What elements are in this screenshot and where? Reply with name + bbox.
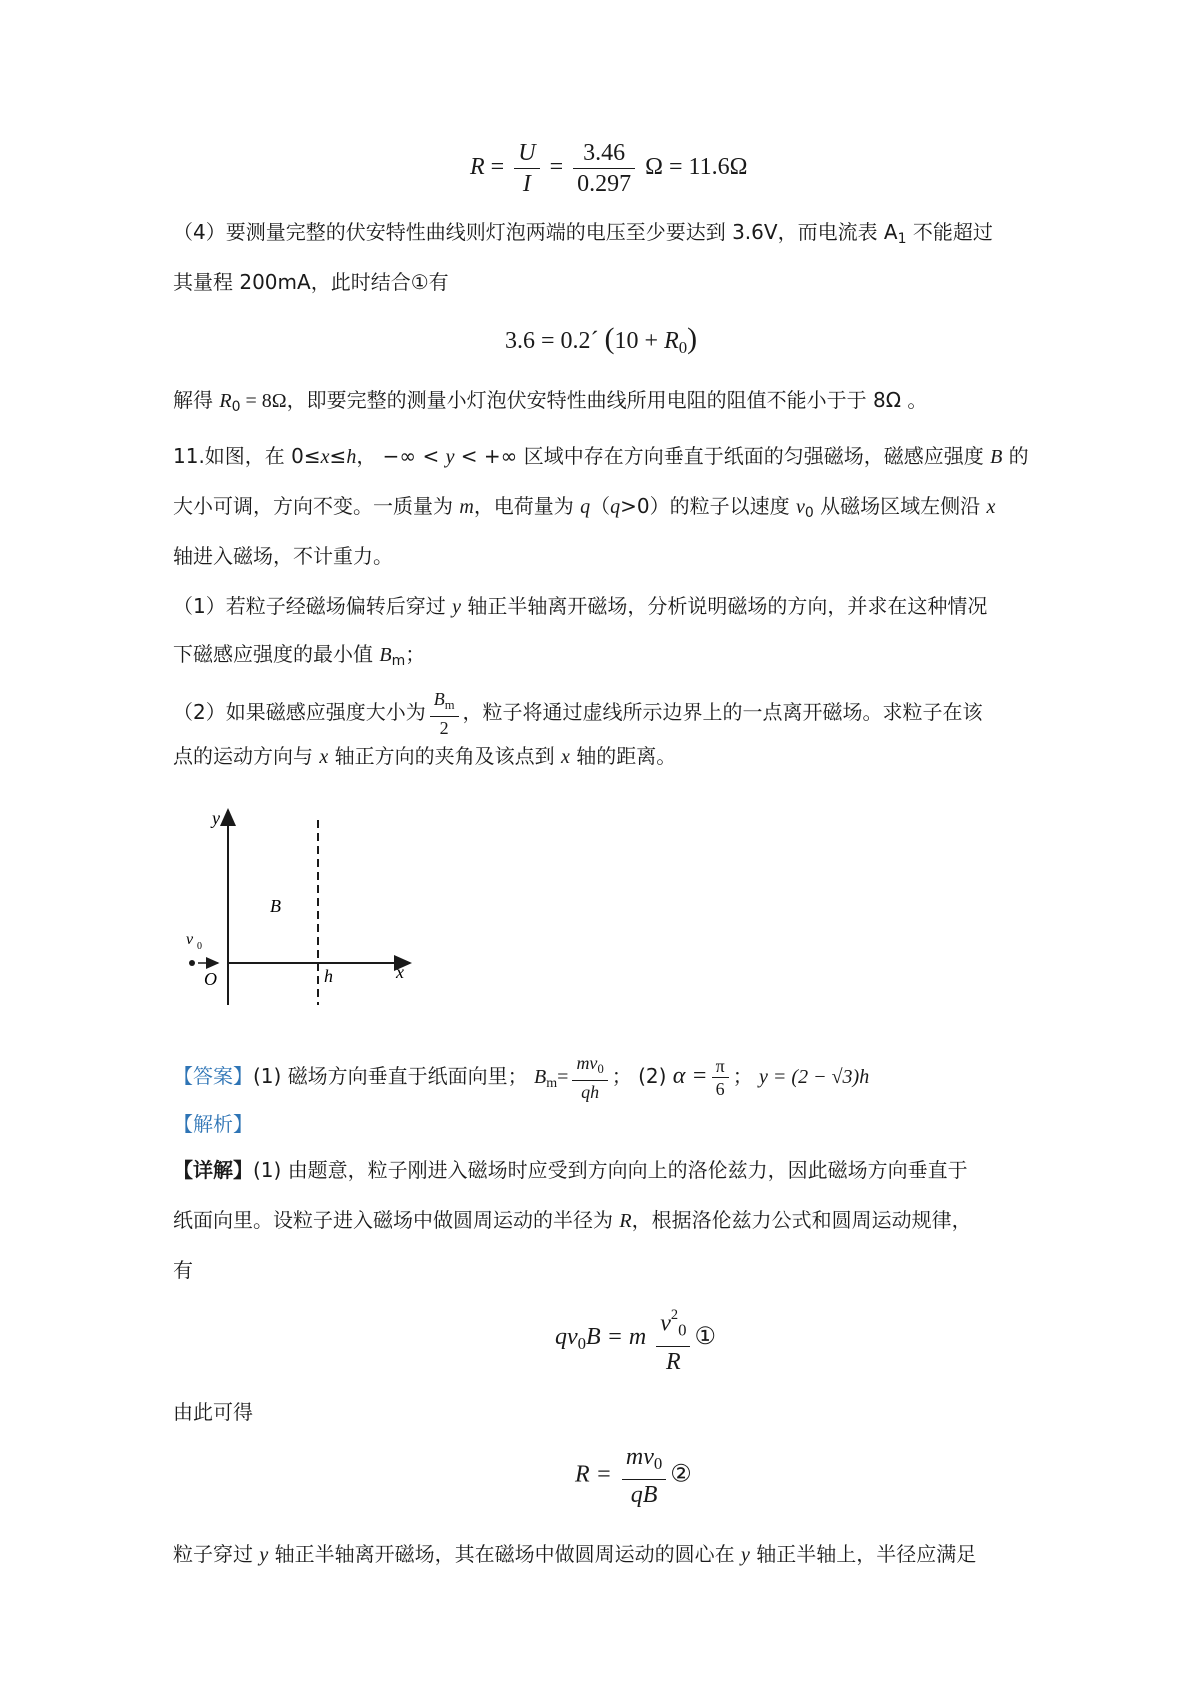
answer-b: B — [534, 1066, 547, 1088]
eq-den: 0.297 — [577, 171, 632, 197]
eq-i: I — [522, 171, 531, 197]
eq1-num-sup: 2 — [670, 1307, 679, 1323]
q11-s2b: ，粒子将通过虚线所示边界上的一点离开磁场。求粒子在该 — [462, 700, 983, 724]
detail-l1: (1) 由题意，粒子刚进入磁场时应受到方向向上的洛伦兹力，因此磁场方向垂直于 — [253, 1158, 968, 1182]
bm-over-2 — [430, 688, 459, 739]
p4-line1 — [173, 218, 993, 253]
answer-y: y = (2 − √3)h — [759, 1066, 870, 1088]
answer-six: 6 — [715, 1079, 725, 1099]
label-h: h — [324, 966, 333, 986]
eq36-left: 3.6 = 0.2´ — [505, 328, 605, 354]
eq-sign-2: = — [549, 154, 564, 181]
answer-alpha: α = — [672, 1063, 708, 1089]
q11-l2x: x — [986, 496, 996, 518]
answer-tag: 【答案】 — [173, 1064, 253, 1088]
solve-eqval: = 8Ω — [240, 390, 287, 412]
eq36-r-sub: 0 — [678, 338, 688, 358]
answer-semi: ； — [611, 1064, 632, 1088]
eq36-inner: 10 + — [614, 328, 665, 354]
q11-s1B: B — [379, 644, 392, 666]
q11-l1B: B — [990, 446, 1003, 468]
q11-s1y: y — [452, 596, 461, 618]
q11-l2q: q — [580, 496, 591, 518]
last-y: y — [259, 1544, 269, 1566]
solve-post: ，即要完整的测量小灯泡伏安特性曲线所用电阻的阻值不能小于于 8Ω 。 — [286, 388, 928, 412]
s2-num: B — [433, 689, 445, 710]
derive-line: 由此可得 — [173, 1400, 253, 1424]
q11-l2c: （ — [590, 494, 611, 518]
answer-semi2: ； — [732, 1064, 753, 1088]
u-over-i — [514, 138, 539, 199]
resistance-equation — [470, 138, 747, 199]
eq1-mark: ① — [694, 1323, 716, 1350]
p4-a1-sub: 1 — [897, 231, 907, 248]
q11-l2b: ，电荷量为 — [473, 494, 581, 518]
q11-l2d: >0）的粒子以速度 — [620, 494, 797, 518]
eq2-frac — [622, 1442, 666, 1510]
eq1-b: B = m — [586, 1323, 647, 1350]
lorentz-equation — [555, 1300, 716, 1377]
last-y2: y — [740, 1544, 750, 1566]
last-a: 粒子穿过 — [173, 1542, 260, 1566]
eq-result: Ω = 11.6Ω — [645, 154, 748, 181]
eq1-lhs-sub: 0 — [577, 1333, 587, 1353]
q11-s2e: 轴的距离。 — [569, 744, 677, 768]
label-v-sub: 0 — [197, 941, 202, 952]
label-b: B — [270, 896, 281, 916]
q11-s1b: 轴正半轴离开磁场，分析说明磁场的方向，并求在这种情况 — [460, 594, 988, 618]
q11-l2q2: q — [610, 496, 621, 518]
answer-p2: (2) — [638, 1064, 667, 1088]
eq2-lhs: R = — [575, 1461, 612, 1488]
eq-sign: = — [490, 154, 505, 181]
p4-line1-end: 不能超过 — [906, 220, 993, 244]
eq2-num-sub: 0 — [653, 1454, 663, 1474]
answer-num: mv — [576, 1053, 598, 1074]
q11-l2e: 从磁场区域左侧沿 — [813, 494, 987, 518]
detail-l2r: R — [619, 1210, 632, 1232]
p4-line2: 其量程 200mA，此时结合①有 — [173, 270, 449, 294]
detail-l2a: 纸面向里。设粒子进入磁场中做圆周运动的半径为 — [173, 1208, 620, 1232]
eq1-frac — [656, 1300, 690, 1377]
particle-dot — [189, 960, 195, 966]
answer-frac — [572, 1052, 607, 1103]
q11-l1a: 11.如图，在 0≤ — [173, 444, 321, 468]
solve-line — [173, 386, 927, 421]
q11-l1b: ≤ — [329, 444, 347, 468]
q11-s2a: （2）如果磁感应强度大小为 — [173, 700, 426, 724]
q11-sub2-line2 — [173, 742, 676, 771]
analysis-tag: 【解析】 — [173, 1112, 253, 1136]
label-origin: O — [204, 969, 217, 989]
s2-num-sub: m — [444, 697, 455, 712]
detail-line2 — [173, 1206, 972, 1235]
q11-s1c: 下磁感应强度的最小值 — [173, 642, 380, 666]
answer-p1: (1) 磁场方向垂直于纸面向里； — [253, 1064, 528, 1088]
q11-l1c: ， −∞ < — [356, 444, 446, 468]
q11-l1x: x — [320, 446, 330, 468]
last-line — [173, 1540, 976, 1569]
label-v: v — [186, 931, 194, 948]
q11-l2v: v — [796, 496, 805, 518]
eq36-r: R — [664, 328, 679, 354]
answer-b-sub: m — [546, 1076, 558, 1092]
eq1-num-sub: 0 — [678, 1320, 687, 1340]
q11-s1a: （1）若粒子经磁场偏转后穿过 — [173, 594, 453, 618]
p4-line1-text: （4）要测量完整的伏安特性曲线则灯泡两端的电压至少要达到 3.6V，而电流表 A — [173, 220, 898, 244]
solve-r-sub: 0 — [231, 399, 241, 416]
q11-s2x: x — [319, 746, 329, 768]
q11-s2c: 点的运动方向与 — [173, 744, 320, 768]
s2-den: 2 — [439, 717, 449, 738]
eq1-den: R — [666, 1348, 681, 1375]
q11-sub2-line1 — [173, 684, 983, 740]
q11-sub1-line1 — [173, 592, 987, 621]
answer-den: qh — [581, 1081, 600, 1102]
answer-eq: = — [557, 1066, 569, 1088]
voltage-equation: 3.6 = 0.2´ $(10 + R_0)$ — [505, 322, 698, 358]
q11-l1e: 的 — [1002, 444, 1029, 468]
eq1-num: v — [660, 1310, 671, 1337]
radius-equation — [575, 1442, 692, 1510]
eq-u: U — [514, 138, 539, 169]
label-y: y — [212, 808, 220, 828]
q11-s1m: m — [391, 653, 406, 670]
answer-num-sub: 0 — [597, 1061, 604, 1076]
label-x: x — [396, 962, 404, 982]
magnetic-field-diagram — [170, 800, 430, 1010]
q11-line2 — [173, 492, 995, 527]
q11-l2a: 大小可调，方向不变。一质量为 — [173, 494, 460, 518]
q11-l1h: h — [346, 446, 357, 468]
eq2-mark: ② — [670, 1461, 692, 1488]
eq1-lhs: qv — [555, 1323, 578, 1350]
eq2-num: mv — [625, 1444, 654, 1470]
q11-l2m: m — [459, 496, 474, 518]
q11-s1d: ； — [405, 642, 426, 666]
eq-r: R — [470, 154, 485, 181]
detail-line3: 有 — [173, 1258, 193, 1282]
answer-pi-frac — [712, 1055, 729, 1100]
answer-pi: π — [712, 1055, 729, 1078]
q11-line1 — [173, 442, 1029, 471]
solve-pre: 解得 — [173, 388, 220, 412]
detail-l2b: ，根据洛伦兹力公式和圆周运动规律， — [631, 1208, 972, 1232]
q11-l2v0: 0 — [804, 505, 814, 522]
last-b: 轴正半轴离开磁场，其在磁场中做圆周运动的圆心在 — [268, 1542, 741, 1566]
q11-s2x2: x — [560, 746, 570, 768]
last-c: 轴正半轴上，半径应满足 — [749, 1542, 977, 1566]
numeric-fraction — [573, 138, 635, 199]
detail-line1 — [173, 1156, 968, 1184]
detail-tag: 【详解】 — [173, 1158, 253, 1182]
q11-l1y: y — [445, 446, 455, 468]
q11-s2d: 轴正方向的夹角及该点到 — [328, 744, 561, 768]
answer-line — [173, 1048, 869, 1112]
eq-num: 3.46 — [573, 138, 635, 169]
q11-sub1-line2 — [173, 640, 425, 675]
q11-line3: 轴进入磁场，不计重力。 — [173, 544, 393, 568]
solve-r: R — [219, 390, 232, 412]
eq2-den: qB — [630, 1482, 658, 1509]
q11-l1d: < +∞ 区域中存在方向垂直于纸面的匀强磁场，磁感应强度 — [454, 444, 991, 468]
